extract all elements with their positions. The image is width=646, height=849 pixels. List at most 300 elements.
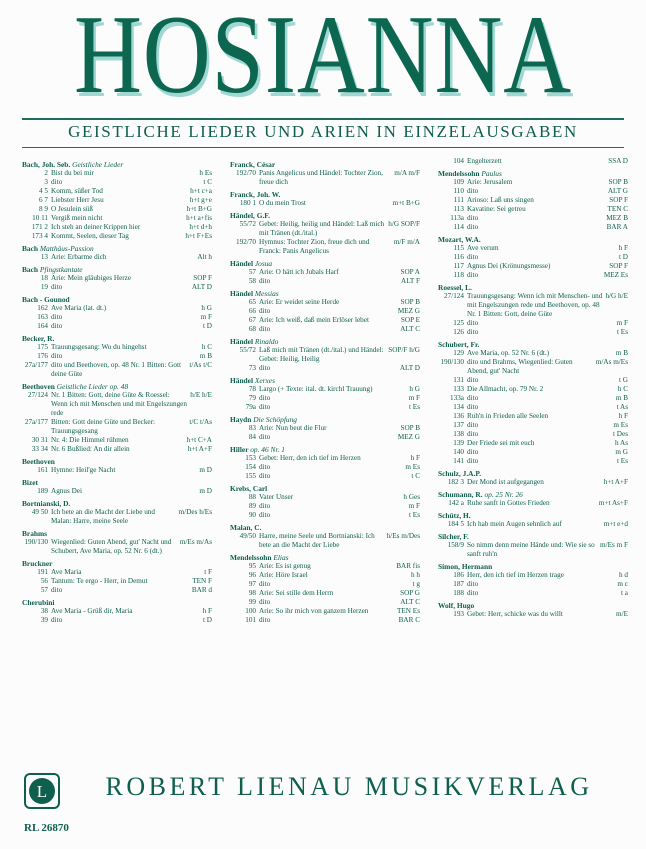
entry-key: ALT D bbox=[191, 283, 212, 291]
entry-key: h G bbox=[201, 304, 212, 312]
entry-title: Komm, süßer Tod bbox=[51, 187, 103, 195]
entry-number: 90 bbox=[248, 511, 256, 519]
entry-title: dito bbox=[467, 421, 479, 429]
work-title: Die Schöpfung bbox=[253, 415, 297, 424]
entry-number: 68 bbox=[248, 325, 256, 333]
entry-title: Kommt, Seelen, dieser Tag bbox=[51, 232, 129, 240]
catalog-entry bbox=[438, 448, 628, 457]
entry-title: Ich bete an die Macht der Liebe und Malan: Harre, meine Seele bbox=[51, 508, 155, 525]
entry-title: dito bbox=[467, 223, 479, 231]
entry-title: Ave Maria (lat. dt.) bbox=[51, 304, 107, 312]
entry-key: m/E bbox=[616, 610, 628, 618]
entry-number: 192/70 bbox=[236, 169, 256, 177]
entry-key: ALT D bbox=[399, 364, 420, 372]
entry-number: 100 bbox=[245, 607, 256, 615]
entry-key: m F bbox=[200, 313, 212, 321]
catalog-column-3 bbox=[438, 157, 628, 619]
composer-heading: Händel Rinaldo bbox=[230, 337, 279, 346]
divider-top bbox=[22, 118, 624, 120]
catalog-entry bbox=[230, 403, 420, 412]
entry-key: Alt h bbox=[197, 253, 212, 261]
catalog-entry bbox=[438, 196, 628, 205]
entry-key: h+t A+F bbox=[187, 445, 212, 453]
entry-number: 65 bbox=[248, 298, 256, 306]
catalog-entry bbox=[438, 520, 628, 529]
entry-title: Gebet: Heilig, heilig und Händel: Laß mich mit Tränen (dt./ital.) bbox=[259, 220, 385, 237]
entry-key: h G bbox=[409, 385, 420, 393]
catalog-entry bbox=[230, 463, 420, 472]
entry-key: SOP F bbox=[609, 196, 628, 204]
entry-key: h F bbox=[618, 412, 628, 420]
catalog-entry bbox=[22, 169, 212, 178]
entry-number: 116 bbox=[453, 253, 464, 261]
catalog-entry bbox=[438, 394, 628, 403]
entry-key: t Es bbox=[617, 457, 628, 465]
entry-title: dito bbox=[259, 325, 271, 333]
catalog-entry bbox=[230, 502, 420, 511]
subtitle: GEISTLICHE LIEDER UND ARIEN IN EINZELAUSGABEN bbox=[68, 122, 578, 141]
entry-key: m/As m/Es bbox=[595, 358, 628, 366]
entry-number: 97 bbox=[248, 580, 256, 588]
entry-title: dito bbox=[467, 448, 479, 456]
composer-heading: Mozart, W.A. bbox=[438, 235, 481, 244]
catalog-entry bbox=[438, 349, 628, 358]
catalog-entry bbox=[438, 478, 628, 487]
entry-number: 13 bbox=[40, 253, 48, 261]
entry-key: t Es bbox=[617, 328, 628, 336]
catalog-entry bbox=[22, 616, 212, 625]
catalog-entry bbox=[230, 616, 420, 625]
entry-title: Engelterzett bbox=[467, 157, 502, 165]
entry-title: Die Allmacht, op. 79 Nr. 2 bbox=[467, 385, 544, 393]
entry-title: Agnus Dei (Krönungsmesse) bbox=[467, 262, 551, 270]
entry-number: 139 bbox=[453, 439, 464, 447]
entry-number: 78 bbox=[248, 385, 256, 393]
entry-title: Trauungsgesang: Wo du hingehst bbox=[51, 343, 147, 351]
catalog-entry bbox=[230, 580, 420, 589]
entry-title: dito bbox=[51, 283, 63, 291]
entry-title: Gebet: Herr, den ich tief im Herzen bbox=[259, 454, 361, 462]
entry-key: MEZ Es bbox=[603, 271, 628, 279]
entry-title: Trauungsgesang: Wenn ich mit Menschen- und mit Engelszungen rede und Beethoven, op. 48 Nr. 1 Bitten: Gott, deine Güte bbox=[467, 292, 603, 318]
catalog-entry bbox=[438, 157, 628, 166]
catalog-entry bbox=[438, 178, 628, 187]
entry-title: Ruhe sanft in Gottes Frieden bbox=[467, 499, 550, 507]
entry-number: 19 bbox=[40, 283, 48, 291]
entry-key: m/Es m F bbox=[600, 541, 628, 549]
entry-title: dito bbox=[51, 352, 63, 360]
catalog-entry bbox=[22, 586, 212, 595]
entry-key: t g bbox=[412, 580, 420, 588]
catalog-entry bbox=[230, 199, 420, 208]
entry-key: SOP A bbox=[400, 268, 420, 276]
entry-key: m Es bbox=[613, 421, 628, 429]
entry-title: dito bbox=[259, 472, 271, 480]
page-title: HOSIANNA bbox=[73, 0, 573, 117]
entry-number: 79 bbox=[248, 394, 256, 402]
entry-number: 57 bbox=[40, 586, 48, 594]
catalog-entry bbox=[22, 607, 212, 616]
entry-title: dito bbox=[259, 598, 271, 606]
entry-key: TEN Es bbox=[397, 607, 420, 615]
entry-title: Ave Maria bbox=[51, 568, 82, 576]
entry-number: 161 bbox=[37, 466, 48, 474]
catalog-entry bbox=[22, 178, 212, 187]
catalog-entry bbox=[438, 580, 628, 589]
catalog-entry bbox=[22, 232, 212, 241]
catalog-entry bbox=[438, 214, 628, 223]
catalog-entry bbox=[22, 445, 212, 454]
entry-key: TEN F bbox=[192, 577, 212, 585]
entry-key: SOP F bbox=[609, 262, 628, 270]
catalog-entry bbox=[230, 325, 420, 334]
entry-number: 84 bbox=[248, 433, 256, 441]
entry-number: 184 5 bbox=[447, 520, 464, 528]
entry-number: 99 bbox=[248, 598, 256, 606]
entry-number: 117 bbox=[453, 262, 464, 270]
work-title: Paulus bbox=[481, 169, 502, 178]
entry-key: m/Des h/Es bbox=[178, 508, 212, 516]
composer-heading: Krebs, Carl bbox=[230, 484, 268, 493]
entry-number: 163 bbox=[37, 313, 48, 321]
entry-number: 142 a bbox=[448, 499, 464, 507]
entry-title: Arie: So ihr mich von ganzem Herzen bbox=[259, 607, 369, 615]
entry-title: dito bbox=[51, 313, 63, 321]
entry-title: Hymnus: Tochter Zion, freue dich und Franck: Panis Angelicus bbox=[259, 238, 370, 255]
composer-heading: Wolf, Hugo bbox=[438, 601, 475, 610]
catalog-entry bbox=[22, 508, 212, 526]
catalog-entry bbox=[230, 220, 420, 238]
entry-key: SOP B bbox=[400, 424, 420, 432]
catalog-entry bbox=[230, 454, 420, 463]
catalog-entry bbox=[438, 376, 628, 385]
entry-number: 162 bbox=[37, 304, 48, 312]
entry-key: h C bbox=[201, 343, 212, 351]
composer-heading: Bach - Gounod bbox=[22, 295, 70, 304]
entry-title: Der Mond ist aufgegangen bbox=[467, 478, 544, 486]
entry-title: Arie: Er weidet seine Herde bbox=[259, 298, 340, 306]
entry-key: h C bbox=[617, 385, 628, 393]
entry-title: Gebet: Herr, schicke was du willt bbox=[467, 610, 563, 618]
work-title: Rinaldo bbox=[254, 337, 279, 346]
catalog-entry bbox=[438, 499, 628, 508]
composer-heading: Hiller op. 46 Nr. 1 bbox=[230, 445, 285, 454]
entry-key: TEN C bbox=[607, 205, 628, 213]
entry-number: 138 bbox=[453, 430, 464, 438]
entry-number: 153 bbox=[245, 454, 256, 462]
entry-number: 66 bbox=[248, 307, 256, 315]
entry-number: 133a bbox=[450, 394, 464, 402]
entry-number: 188 bbox=[453, 589, 464, 597]
composer-heading: Schulz, J.A.P. bbox=[438, 469, 482, 478]
catalog-entry bbox=[22, 577, 212, 586]
entry-key: h d bbox=[619, 571, 628, 579]
entry-number: 39 bbox=[40, 616, 48, 624]
entry-title: dito bbox=[259, 307, 271, 315]
entry-title: So nimm denn meine Hände und: Wie sie so sanft ruh'n bbox=[467, 541, 595, 558]
catalog-entry bbox=[438, 610, 628, 619]
entry-number: 114 bbox=[453, 223, 464, 231]
entry-number: 10 11 bbox=[32, 214, 48, 222]
catalog-entry bbox=[438, 262, 628, 271]
entry-number: 191 bbox=[37, 568, 48, 576]
entry-key: ALT F bbox=[401, 277, 420, 285]
entry-title: dito bbox=[259, 433, 271, 441]
catalog-entry bbox=[438, 205, 628, 214]
entry-key: h h bbox=[411, 571, 420, 579]
entry-key: MEZ G bbox=[397, 307, 420, 315]
composer-heading: Schubert, Fr. bbox=[438, 340, 480, 349]
catalog-entry bbox=[230, 169, 420, 187]
entry-number: 133 bbox=[453, 385, 464, 393]
entry-title: Vater Unser bbox=[259, 493, 294, 501]
entry-number: 27/124 bbox=[28, 391, 48, 399]
catalog-entry bbox=[230, 385, 420, 394]
entry-title: dito bbox=[259, 463, 271, 471]
entry-key: h+t c+a bbox=[190, 187, 212, 195]
entry-key: t Es bbox=[409, 511, 420, 519]
work-title: Geistliche Lieder op. 48 bbox=[56, 382, 129, 391]
catalog-entry bbox=[22, 391, 212, 418]
entry-number: 180 1 bbox=[239, 199, 256, 207]
entry-key: t G bbox=[619, 376, 628, 384]
composer-heading: Händel Xerxes bbox=[230, 376, 275, 385]
entry-number: 27/124 bbox=[444, 292, 464, 300]
entry-key: SSA D bbox=[608, 157, 628, 165]
catalog-entry bbox=[230, 394, 420, 403]
entry-number: 2 bbox=[44, 169, 48, 177]
entry-number: 27a/177 bbox=[24, 418, 48, 426]
composer-heading: Bach, Joh. Seb. Geistliche Lieder bbox=[22, 160, 124, 169]
entry-number: 73 bbox=[248, 364, 256, 372]
entry-title: Vergiß mein nicht bbox=[51, 214, 103, 222]
entry-number: 193 bbox=[453, 610, 464, 618]
entry-key: t C bbox=[411, 472, 420, 480]
entry-number: 88 bbox=[248, 493, 256, 501]
catalog-entry bbox=[438, 187, 628, 196]
entry-number: 104 bbox=[453, 157, 464, 165]
entry-key: m c bbox=[617, 580, 628, 588]
logo-letter: L bbox=[36, 782, 48, 801]
entry-title: Nr. 1 Bitten: Gott, deine Güte & Roessel: Wenn ich mit Menschen und mit Engelszungen rede bbox=[51, 391, 187, 417]
composer-heading: Schütz, H. bbox=[438, 511, 471, 520]
entry-title: Arie: Nun beut die Flur bbox=[259, 424, 327, 432]
entry-key: h Ges bbox=[403, 493, 420, 501]
entry-title: dito bbox=[259, 277, 271, 285]
catalog-entry bbox=[22, 304, 212, 313]
entry-title: Herr, den ich tief im Herzen trage bbox=[467, 571, 564, 579]
entry-key: m F bbox=[616, 319, 628, 327]
composer-heading: Silcher, F. bbox=[438, 532, 469, 541]
entry-number: 126 bbox=[453, 328, 464, 336]
entry-key: SOP G bbox=[400, 589, 420, 597]
entry-title: Panis Angelicus und Händel: Tochter Zion, freue dich bbox=[259, 169, 383, 186]
entry-title: dito bbox=[467, 430, 479, 438]
catalog-number: RL 26870 bbox=[24, 822, 69, 834]
catalog-entry bbox=[22, 274, 212, 283]
work-title: Elias bbox=[273, 553, 289, 562]
composer-heading: Beethoven bbox=[22, 457, 55, 466]
entry-number: 55/72 bbox=[239, 346, 256, 354]
entry-key: m B bbox=[199, 352, 212, 360]
composer-heading: Mendelssohn Paulus bbox=[438, 169, 502, 178]
catalog-entry bbox=[438, 439, 628, 448]
catalog-entry bbox=[438, 571, 628, 580]
entry-number: 164 bbox=[37, 322, 48, 330]
entry-title: dito bbox=[467, 394, 479, 402]
composer-heading: Bruckner bbox=[22, 559, 53, 568]
entry-key: ALT G bbox=[607, 187, 628, 195]
work-title: Xerxes bbox=[254, 376, 275, 385]
entry-number: 140 bbox=[453, 448, 464, 456]
entry-key: m+t As+F bbox=[598, 499, 628, 507]
catalog-entry bbox=[230, 472, 420, 481]
divider-bottom bbox=[22, 147, 624, 148]
composer-heading: Händel Josua bbox=[230, 259, 273, 268]
entry-number: 129 bbox=[453, 349, 464, 357]
entry-number: 125 bbox=[453, 319, 464, 327]
entry-title: Agnus Dei bbox=[51, 487, 82, 495]
entry-title: dito bbox=[467, 328, 479, 336]
work-title: Josua bbox=[254, 259, 273, 268]
entry-number: 154 bbox=[245, 463, 256, 471]
entry-number: 58 bbox=[248, 277, 256, 285]
composer-heading: Schumann, R. op. 25 Nr. 26 bbox=[438, 490, 523, 499]
catalog-entry bbox=[230, 268, 420, 277]
entry-title: Arie: Mein gläubiges Herze bbox=[51, 274, 132, 282]
entry-number: 171 2 bbox=[31, 223, 48, 231]
entry-title: dito bbox=[259, 511, 271, 519]
entry-title: Wiegenlied: Guten Abend, gut' Nacht und Schubert, Ave Maria, op. 52 Nr. 6 (dt.) bbox=[51, 538, 172, 555]
entry-key: m B bbox=[615, 394, 628, 402]
catalog-entry bbox=[438, 457, 628, 466]
entry-key: SOP B bbox=[400, 298, 420, 306]
entry-title: Nr. 6 Bußlied: An dir allein bbox=[51, 445, 130, 453]
catalog-entry bbox=[230, 511, 420, 520]
entry-title: dito bbox=[467, 457, 479, 465]
entry-title: Laß mich mit Tränen (dt./ital.) und Händel: Gebet: Heilig, Heilig bbox=[259, 346, 384, 363]
entry-key: h/Es m/Des bbox=[386, 532, 420, 540]
entry-number: 175 bbox=[37, 343, 48, 351]
composer-heading: Händel Messias bbox=[230, 289, 279, 298]
entry-key: m Es bbox=[405, 463, 420, 471]
entry-key: m F bbox=[408, 502, 420, 510]
entry-key: h Es bbox=[199, 169, 212, 177]
entry-number: 83 bbox=[248, 424, 256, 432]
composer-heading: Malan, C. bbox=[230, 523, 262, 532]
work-title: op. 25 Nr. 26 bbox=[484, 490, 523, 499]
entry-number: 30 31 bbox=[31, 436, 48, 444]
entry-key: h+t B+G bbox=[186, 205, 212, 213]
catalog-entry bbox=[22, 253, 212, 262]
catalog-entry bbox=[22, 283, 212, 292]
entry-title: Liebster Herr Jesu bbox=[51, 196, 104, 204]
entry-key: m+t e+d bbox=[603, 520, 628, 528]
entry-title: Tantum: Te ergo - Herr, in Demut bbox=[51, 577, 148, 585]
entry-title: Largo (+ Texte: ital. dt. kirchl Trauung) bbox=[259, 385, 373, 393]
entry-number: 141 bbox=[453, 457, 464, 465]
entry-title: dito bbox=[51, 616, 63, 624]
entry-number: 96 bbox=[248, 571, 256, 579]
catalog-entry bbox=[22, 436, 212, 445]
entry-number: 176 bbox=[37, 352, 48, 360]
composer-heading: Bach Pfingstkantate bbox=[22, 265, 83, 274]
entry-key: m+t B+G bbox=[392, 199, 420, 207]
composer-heading: Bizet bbox=[22, 478, 39, 487]
entry-number: 38 bbox=[40, 607, 48, 615]
entry-title: dito bbox=[467, 580, 479, 588]
entry-number: 18 bbox=[40, 274, 48, 282]
entry-key: MEZ B bbox=[606, 214, 628, 222]
entry-title: dito bbox=[51, 322, 63, 330]
work-title: Messias bbox=[254, 289, 279, 298]
composer-heading: Händel, G.F. bbox=[230, 211, 270, 220]
entry-title: dito bbox=[467, 271, 479, 279]
entry-key: t Des bbox=[613, 430, 628, 438]
entry-title: dito bbox=[467, 376, 479, 384]
catalog-entry bbox=[22, 538, 212, 556]
catalog-entry bbox=[22, 352, 212, 361]
entry-key: t a bbox=[621, 589, 628, 597]
publisher-logo-icon bbox=[24, 773, 60, 809]
entry-number: 111 bbox=[453, 196, 464, 204]
entry-number: 33 34 bbox=[31, 445, 48, 453]
catalog-entry bbox=[230, 424, 420, 433]
catalog-entry bbox=[230, 364, 420, 373]
entry-title: O Jesulein süß bbox=[51, 205, 93, 213]
entry-number: 182 3 bbox=[447, 478, 464, 486]
entry-number: 118 bbox=[453, 271, 464, 279]
catalog-column-2 bbox=[230, 157, 420, 625]
entry-number: 49/50 bbox=[239, 532, 256, 540]
entry-key: m F bbox=[408, 394, 420, 402]
entry-title: dito bbox=[259, 580, 271, 588]
catalog-entry bbox=[230, 298, 420, 307]
entry-key: m/F m/A bbox=[393, 238, 420, 246]
entry-title: Arie: Jerusalem bbox=[467, 178, 513, 186]
catalog-entry bbox=[230, 589, 420, 598]
catalog-entry bbox=[438, 430, 628, 439]
catalog-entry bbox=[438, 292, 628, 319]
entry-key: h/E h/E bbox=[190, 391, 212, 399]
catalog-entry bbox=[230, 598, 420, 607]
entry-title: dito bbox=[51, 178, 63, 186]
entry-key: t/C t/As bbox=[189, 418, 212, 426]
entry-title: Arie: Sei stille dem Herrn bbox=[259, 589, 334, 597]
catalog-entry bbox=[438, 403, 628, 412]
catalog-entry bbox=[230, 433, 420, 442]
catalog-entry bbox=[438, 385, 628, 394]
work-title: op. 46 Nr. 1 bbox=[250, 445, 285, 454]
composer-heading: Beethoven Geistliche Lieder op. 48 bbox=[22, 382, 129, 391]
entry-key: t/As t/C bbox=[189, 361, 212, 369]
entry-key: BAR A bbox=[606, 223, 628, 231]
entry-number: 190/130 bbox=[440, 358, 464, 366]
entry-number: 27a/177 bbox=[24, 361, 48, 369]
entry-number: 4 5 bbox=[39, 187, 48, 195]
entry-key: m B bbox=[615, 349, 628, 357]
work-title: Geistliche Lieder bbox=[72, 160, 124, 169]
catalog-entry bbox=[230, 238, 420, 256]
entry-number: 3 bbox=[44, 178, 48, 186]
catalog-entry bbox=[438, 244, 628, 253]
entry-title: dito bbox=[259, 394, 271, 402]
composer-heading: Brahms bbox=[22, 529, 48, 538]
entry-title: O du mein Trost bbox=[259, 199, 306, 207]
catalog-entry bbox=[230, 307, 420, 316]
entry-number: 57 bbox=[248, 268, 256, 276]
entry-number: 115 bbox=[453, 244, 464, 252]
